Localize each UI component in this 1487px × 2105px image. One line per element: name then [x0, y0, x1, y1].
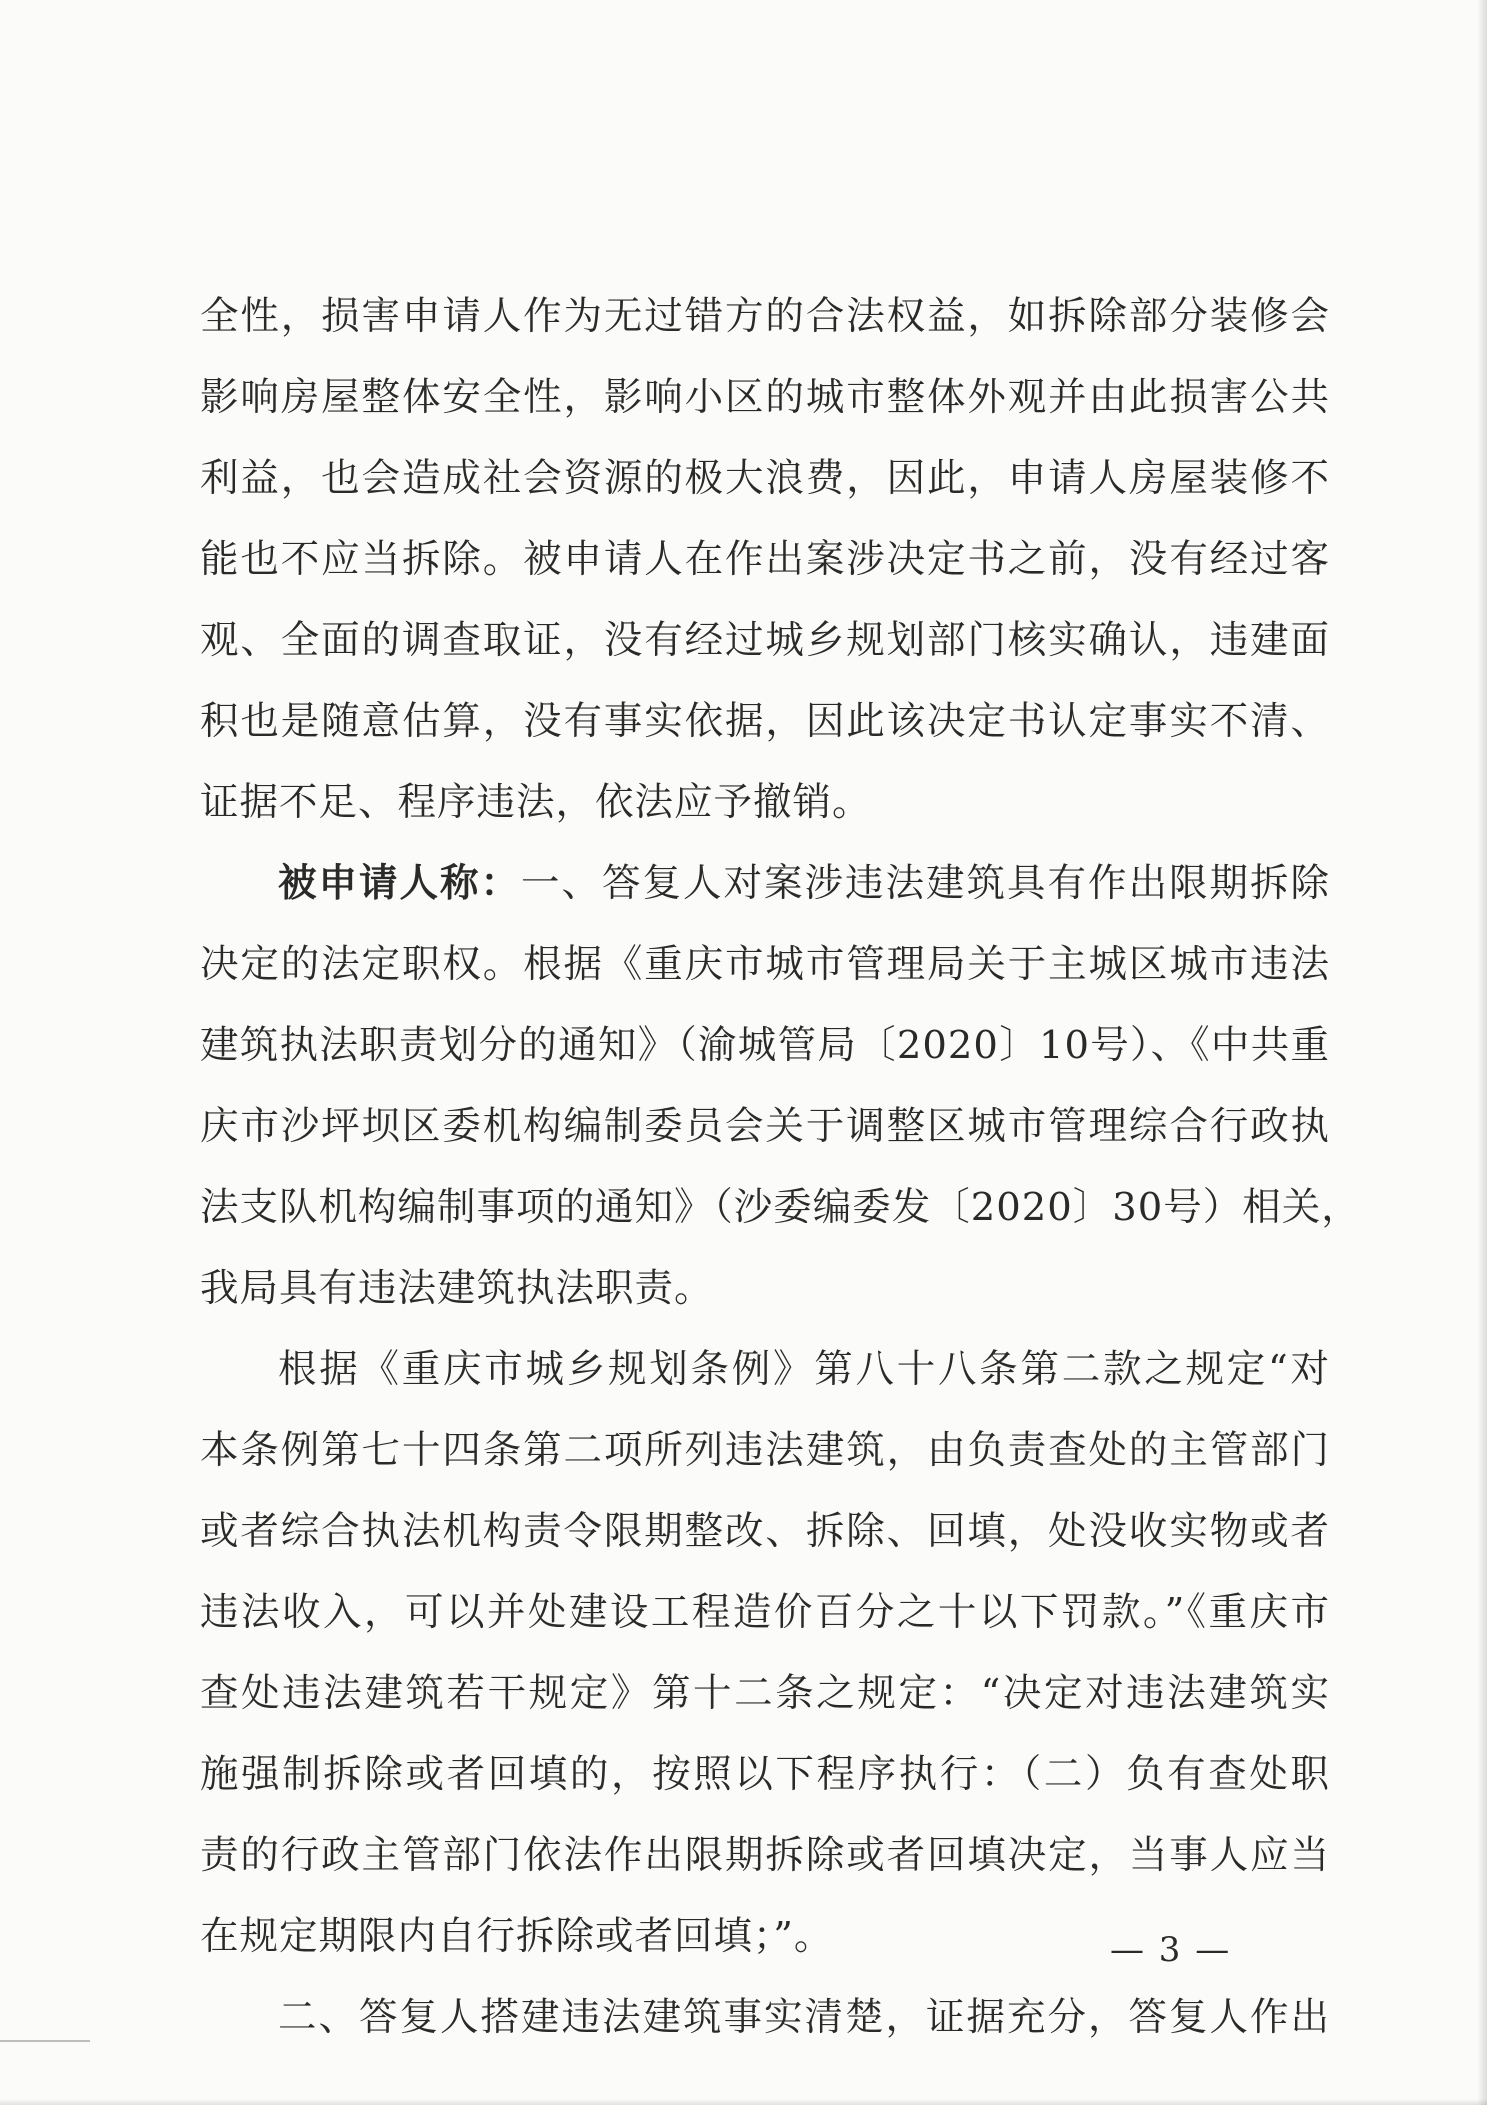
text-line: 法支队机构编制事项的通知》（沙委编委发〔2020〕30号）相关，: [200, 1185, 1361, 1230]
text-line: 二、答复人搭建违法建筑事实清楚，证据充分，答复人作出: [278, 1995, 1330, 2040]
respondent-lead: 被申请人称：: [278, 861, 521, 906]
text-line: 建筑执法职责划分的通知》（渝城管局〔2020〕10号）、《中共重: [200, 1023, 1330, 1068]
text-line: 施强制拆除或者回填的，按照以下程序执行：（二）负有查处职: [200, 1752, 1330, 1797]
text-line: 在规定期限内自行拆除或者回填；”。: [200, 1914, 834, 1959]
text-line: 或者综合执法机构责令限期整改、拆除、回填，处没收实物或者: [200, 1509, 1330, 1554]
scan-edge-shadow-bottom: [0, 2099, 1487, 2105]
body-text: [200, 276, 1361, 2058]
text-line: 观、全面的调查取证，没有经过城乡规划部门核实确认，违建面: [200, 618, 1330, 663]
text-line: 我局具有违法建筑执法职责。: [200, 1266, 714, 1311]
text-line: 全性，损害申请人作为无过错方的合法权益，如拆除部分装修会: [200, 294, 1330, 339]
text-line: 违法收入，可以并处建设工程造价百分之十以下罚款。”《重庆市: [200, 1590, 1330, 1635]
scan-artifact-line: [0, 2040, 90, 2042]
text-line: 根据《重庆市城乡规划条例》第八十八条第二款之规定“对: [278, 1347, 1330, 1392]
text-line: 责的行政主管部门依法作出限期拆除或者回填决定，当事人应当: [200, 1833, 1330, 1878]
text-line: 证据不足、程序违法，依法应予撤销。: [200, 780, 872, 825]
scan-edge-shadow: [1477, 0, 1487, 2105]
respondent-paragraph-first-line: [200, 843, 1330, 924]
text-line: 庆市沙坪坝区委机构编制委员会关于调整区城市管理综合行政执: [200, 1104, 1330, 1149]
text-line: 影响房屋整体安全性，影响小区的城市整体外观并由此损害公共: [200, 375, 1330, 420]
text-line: 利益，也会造成社会资源的极大浪费，因此，申请人房屋装修不: [200, 456, 1330, 501]
text-line: 积也是随意估算，没有事实依据，因此该决定书认定事实不清、: [200, 699, 1330, 744]
text-line: 能也不应当拆除。被申请人在作出案涉决定书之前，没有经过客: [200, 537, 1330, 582]
text-line: 决定的法定职权。根据《重庆市城市管理局关于主城区城市违法: [200, 942, 1330, 987]
text-line: 查处违法建筑若干规定》第十二条之规定：“决定对违法建筑实: [200, 1671, 1330, 1716]
text-line: 本条例第七十四条第二项所列违法建筑，由负责查处的主管部门: [200, 1428, 1330, 1473]
page-number: — 3 —: [1110, 1930, 1232, 1970]
text-line-content: 一、答复人对案涉违法建筑具有作出限期拆除: [521, 861, 1330, 906]
